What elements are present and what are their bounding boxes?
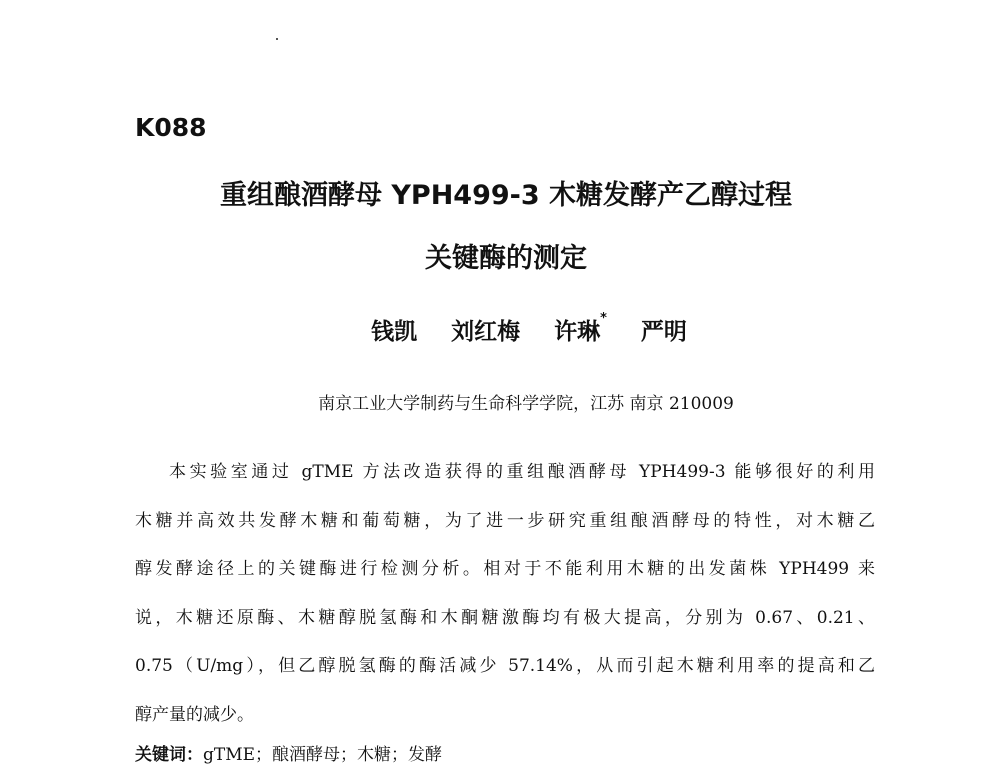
keywords-label: 关键词：: [135, 745, 203, 765]
author-name: 刘红梅: [451, 319, 521, 345]
abstract: [135, 448, 875, 739]
paper-code: K088: [135, 113, 207, 142]
abstract-line: 醇产量的减少。: [135, 704, 254, 725]
title-line-1: 重组酿酒酵母 YPH499-3 木糖发酵产乙醇过程: [219, 180, 793, 211]
title-line-2: 关键酶的测定: [425, 243, 587, 274]
author-list: [0, 313, 1000, 346]
abstract-line: 0.75（U/mg），但乙醇脱氢酶的酶活减少 57.14%，从而引起木糖利用率的提高和乙: [135, 656, 875, 676]
author-name: 严明: [640, 319, 687, 345]
author-name: [554, 311, 607, 345]
abstract-line: 说，木糖还原酶、木糖醇脱氢酶和木酮糖激酶均有极大提高，分别为 0.67、0.21、: [135, 607, 875, 628]
author-name: 钱凯: [371, 319, 418, 345]
keywords: [135, 740, 442, 765]
keywords-text: gTME；酿酒酵母；木糖；发酵: [203, 745, 443, 765]
abstract-line: 醇发酵途径上的关键酶进行检测分析。相对于不能利用木糖的出发菌株 YPH499 来: [135, 559, 875, 579]
abstract-line: 本实验室通过 gTME 方法改造获得的重组酿酒酵母 YPH499-3 能够很好的利用: [169, 462, 875, 482]
abstract-line: 木糖并高效共发酵木糖和葡萄糖，为了进一步研究重组酿酒酵母的特性，对木糖乙: [135, 510, 875, 531]
scan-speck: [276, 38, 278, 40]
author-name-text: 许琳: [554, 319, 601, 345]
corresponding-mark: *: [600, 311, 607, 326]
affiliation: 南京工业大学制药与生命科学学院，江苏 南京 210009: [318, 394, 734, 414]
